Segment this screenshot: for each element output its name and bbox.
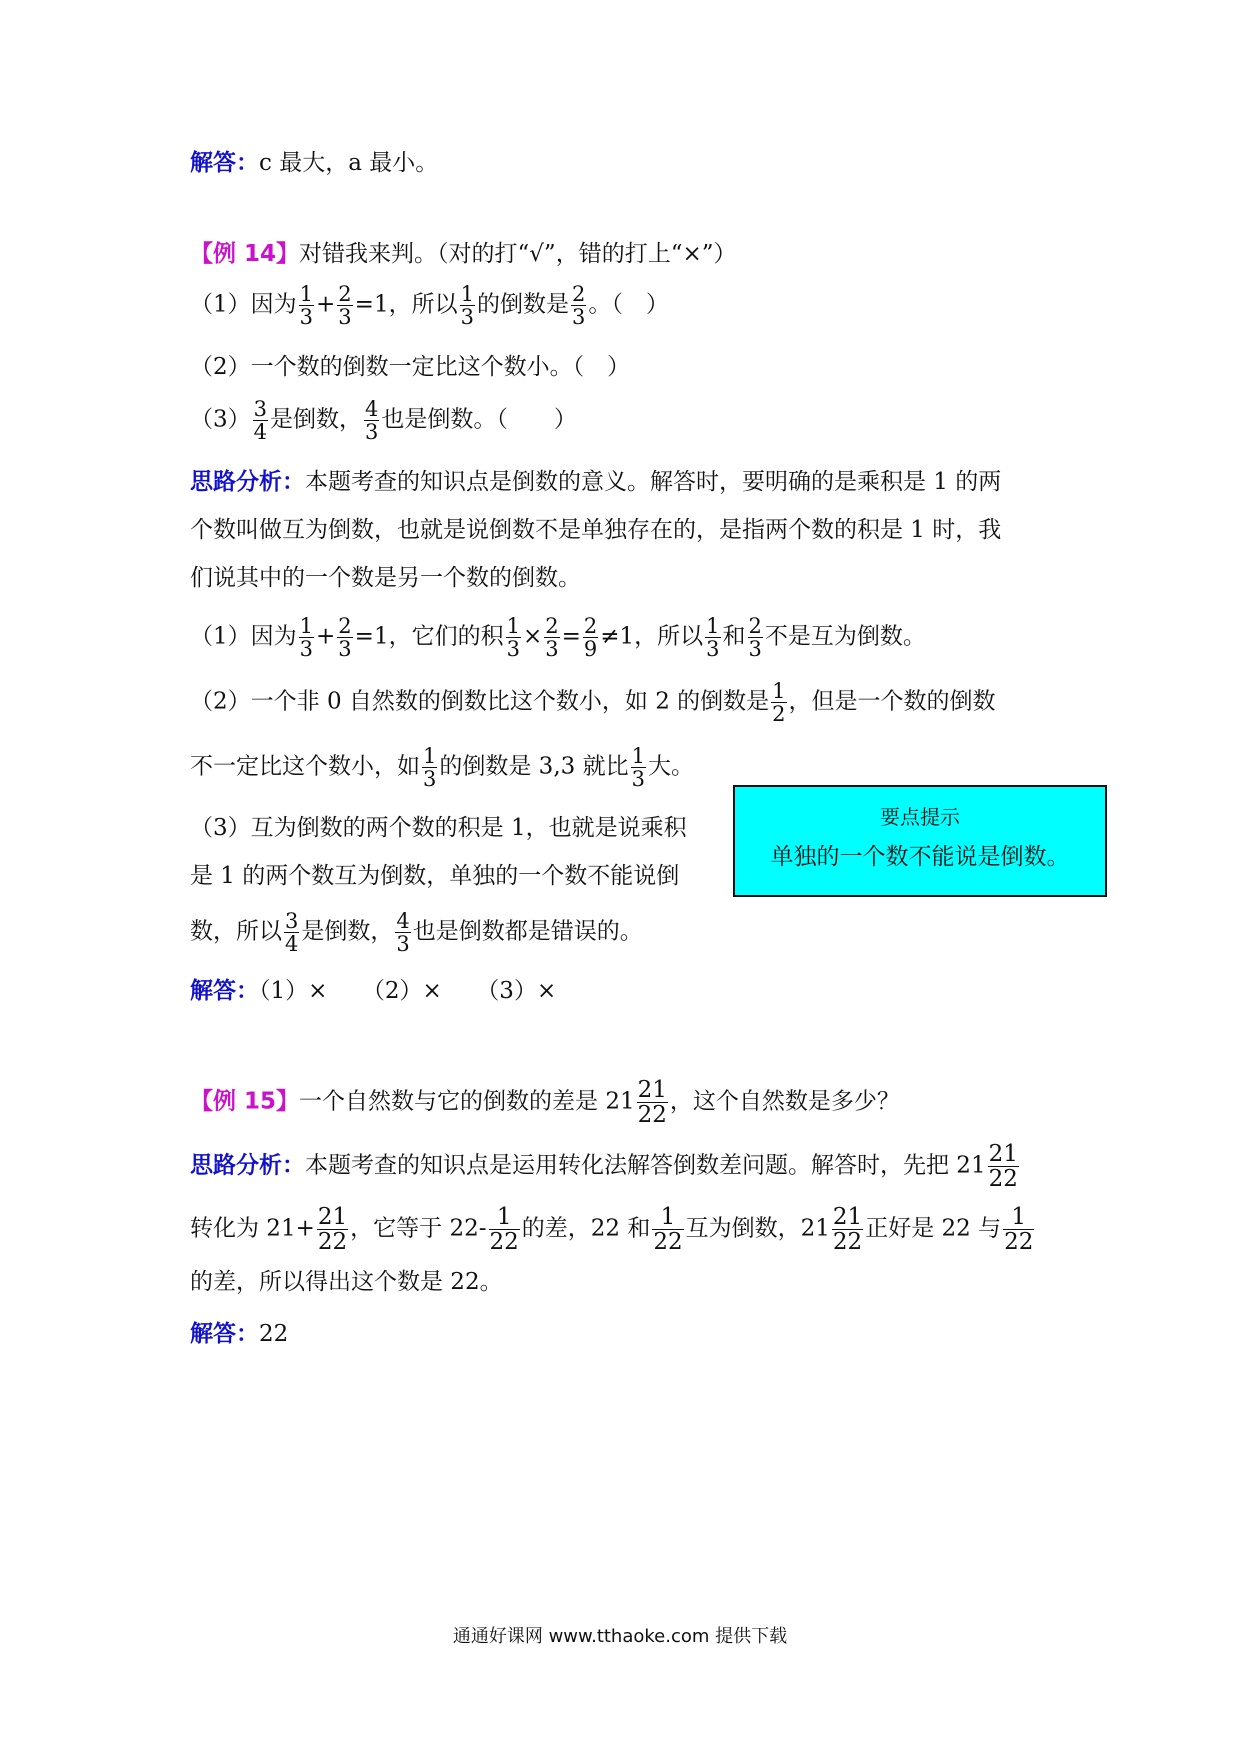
fraction: $\frac{1}{3}$ <box>506 614 520 662</box>
ex14-analysis-p3-l3: 数，所以 $\frac{3}{4}$ 是倒数， $\frac{4}{3}$ 也是倒数都是错误的。 <box>190 909 643 957</box>
fraction: $\frac{2}{3}$ <box>748 614 762 662</box>
fraction: $\frac{2}{3}$ <box>545 614 559 662</box>
fraction: $\frac{21}{22}$ <box>637 1077 667 1129</box>
ex14-q3: （3） $\frac{3}{4}$ 是倒数， $\frac{4}{3}$ 也是倒数。（ ） <box>190 397 577 445</box>
fraction: $\frac{2}{3}$ <box>571 282 586 330</box>
ex15-question: 【例 15】一个自然数与它的倒数的差是 21 $\frac{21}{22}$ ，这个自然数是多少？ <box>190 1077 900 1129</box>
ex15-analysis-l1: 思路分析：本题考查的知识点是运用转化法解答倒数差问题。解答时，先把 21 $\frac{21}{22}$ <box>190 1141 1018 1193</box>
fraction: $\frac{1}{22}$ <box>1004 1204 1034 1256</box>
fraction: $\frac{2}{3}$ <box>338 282 352 330</box>
analysis-label: 思路分析： <box>190 1152 305 1179</box>
answer-label: 解答： <box>190 1321 259 1347</box>
answer-label: 解答： <box>190 978 259 1004</box>
analysis-label: 思路分析： <box>190 469 305 495</box>
fraction: $\frac{3}{4}$ <box>253 397 268 445</box>
ex14-tag: 【例 14】 <box>190 241 300 267</box>
ex14-answer: 解答：（1）× （2）× （3）× <box>190 978 557 1004</box>
answer-text: c 最大，a 最小。 <box>259 150 439 176</box>
ex14-analysis-p3-l2: 是 1 的两个数互为倒数，单独的一个数不能说倒 <box>190 863 680 889</box>
fraction: $\frac{4}{3}$ <box>396 909 410 957</box>
ex15-tag: 【例 15】 <box>190 1088 300 1115</box>
ex15-analysis-l3: 的差，所以得出这个数是 22。 <box>190 1269 503 1295</box>
fraction: $\frac{21}{22}$ <box>317 1204 348 1256</box>
fraction: $\frac{1}{2}$ <box>772 679 786 727</box>
q1-text: （1）因为 <box>190 291 297 318</box>
fraction: $\frac{2}{9}$ <box>583 614 598 662</box>
fraction: $\frac{3}{4}$ <box>285 909 299 957</box>
fraction: $\frac{1}{22}$ <box>489 1204 519 1256</box>
fraction: $\frac{1}{3}$ <box>706 614 720 662</box>
key-point-box <box>733 785 1107 897</box>
answer-label: 解答： <box>190 150 259 176</box>
fraction: $\frac{4}{3}$ <box>365 397 379 445</box>
fraction: $\frac{1}{22}$ <box>653 1204 683 1256</box>
ex14-q1: （1）因为 $\frac{1}{3}$ + $\frac{2}{3}$ =1，所以 $\frac{1}{3}$ 的倒数是 $\frac{2}{3}$ 。（ ） <box>190 282 669 330</box>
ex14-analysis-l2: 个数叫做互为倒数，也就是说倒数不是单独存在的，是指两个数的积是 1 时，我 <box>190 517 1002 543</box>
key-point-title: 要点提示 <box>880 805 960 829</box>
page-footer: 通通好课网 www.tthaoke.com 提供下载 <box>452 1626 788 1647</box>
ex15-analysis-l2: 转化为 21+ $\frac{21}{22}$ ，它等于 22- $\frac{1}{22}$ 的差，22 和 $\frac{1}{22}$ 互为倒数，21 $\frac{21}{22}$ 正好是 22 与 $\frac{1}{22}$ <box>190 1204 1034 1256</box>
fraction: $\frac{21}{22}$ <box>988 1141 1018 1193</box>
ex14-analysis-l1: 思路分析：本题考查的知识点是倒数的意义。解答时，要明确的是乘积是 1 的两 <box>190 469 1002 495</box>
ex14-q2: （2）一个数的倒数一定比这个数小。（ ） <box>190 354 631 380</box>
fraction: $\frac{21}{22}$ <box>832 1204 863 1256</box>
fraction: $\frac{1}{3}$ <box>299 282 314 330</box>
fraction: $\frac{1}{3}$ <box>423 744 437 792</box>
ex14-analysis-p2b: 不一定比这个数小，如 $\frac{1}{3}$ 的倒数是 3,3 就比 $\frac{1}{3}$ 大。 <box>190 744 694 792</box>
ex15-answer: 解答：22 <box>190 1321 289 1347</box>
ex14-analysis-p1: （1）因为 $\frac{1}{3}$ + $\frac{2}{3}$ =1，它们的积 $\frac{1}{3}$ × $\frac{2}{3}$ = $\frac{2}{9}$ ≠1，所以 $\frac{1}{3}$ 和 $\frac{2}{3}$ 不是互为倒数。 <box>190 614 926 662</box>
fraction: $\frac{2}{3}$ <box>338 614 352 662</box>
ex14-analysis-p3-l1: （3）互为倒数的两个数的积是 1，也就是说乘积 <box>190 815 687 841</box>
prev-answer-line <box>190 152 438 175</box>
fraction: $\frac{1}{3}$ <box>631 744 645 792</box>
ex14-title-line <box>190 243 736 266</box>
ex14-analysis-p2: （2）一个非 0 自然数的倒数比这个数小，如 2 的倒数是 $\frac{1}{2}$ ，但是一个数的倒数 <box>190 679 996 727</box>
key-point-body: 单独的一个数不能说是倒数。 <box>770 844 1070 870</box>
fraction: $\frac{1}{3}$ <box>299 614 314 662</box>
ex14-title: 对错我来判。（对的打“√”，错的打上“×”） <box>299 241 737 267</box>
fraction: $\frac{1}{3}$ <box>460 282 474 330</box>
ex14-analysis-l3: 们说其中的一个数是另一个数的倒数。 <box>190 565 581 591</box>
